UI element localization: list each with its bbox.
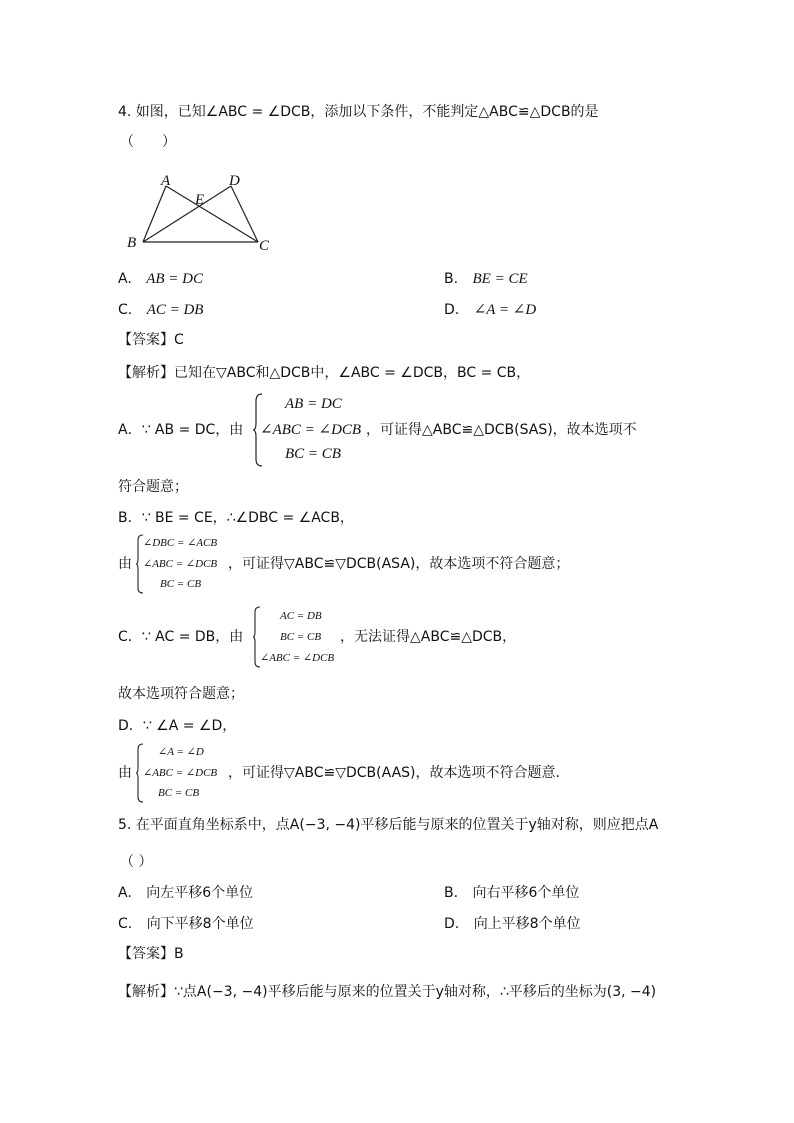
case-d-condition-2: ∠ABC = ∠DCB — [143, 767, 218, 779]
q4-option-a — [118, 270, 203, 288]
q5-answer: 【答案】B — [118, 946, 184, 962]
option-d-text: 向上平移8个单位 — [473, 916, 581, 932]
case-c-condition-3: ∠ABC = ∠DCB — [260, 652, 335, 664]
label-d: D — [229, 173, 240, 189]
case-a-condition-3: BC = CB — [285, 446, 341, 462]
case-b-prefix: 由 — [118, 556, 132, 572]
option-c-text: AC = DB — [146, 302, 204, 318]
case-c-continuation: 故本选项符合题意； — [118, 686, 244, 702]
segment-ab — [143, 186, 166, 242]
q4-option-c — [118, 301, 203, 319]
q4-stem: 4. 如图，已知∠ABC = ∠DCB，添加以下条件，不能判定△ABC≌△DCB的是 — [118, 104, 599, 120]
label-a: A — [161, 173, 171, 189]
q5-option-d — [444, 915, 581, 933]
q5-analysis: 【解析】∵点A(−3, −4)平移后能与原来的位置关于y轴对称，∴平移后的坐标为(3, −4) — [118, 984, 657, 1000]
q5-option-a — [118, 884, 253, 902]
case-b-condition-2: ∠ABC = ∠DCB — [143, 558, 218, 570]
case-c-condition-2: BC = CB — [280, 631, 322, 643]
option-d-text: ∠A = ∠D — [473, 302, 537, 318]
q5-stem: 5. 在平面直角坐标系中，点A(−3, −4)平移后能与原来的位置关于y轴对称，则应把点A — [118, 817, 659, 833]
case-a-condition-2: ∠ABC = ∠DCB — [260, 422, 362, 438]
option-a-text: AB = DC — [146, 271, 204, 287]
segment-bd — [143, 186, 231, 242]
option-a-label: A. — [118, 885, 132, 901]
option-b-label: B. — [444, 271, 459, 287]
case-d-condition-1: ∠A = ∠D — [158, 746, 204, 758]
case-b-condition-1: ∠DBC = ∠ACB — [143, 537, 218, 549]
option-b-text: BE = CE — [472, 271, 528, 287]
q4-analysis-intro: 【解析】已知在▽ABC和△DCB中，∠ABC = ∠DCB，BC = CB， — [118, 365, 531, 381]
case-a-result: ，可证得△ABC≌△DCB(SAS)，故本选项不 — [366, 422, 637, 438]
option-b-label: B. — [444, 885, 459, 901]
case-b-result: ，可证得▽ABC≌▽DCB(ASA)，故本选项不符合题意； — [228, 556, 570, 572]
q5-option-c — [118, 915, 254, 933]
option-c-label: C. — [118, 302, 133, 318]
option-d-label: D. — [444, 916, 460, 932]
option-c-label: C. — [118, 916, 133, 932]
label-b: B — [127, 235, 137, 251]
option-d-label: D. — [444, 302, 460, 318]
case-a-prefix: A．∵ AB = DC，由 — [118, 422, 244, 438]
case-d-condition-3: BC = CB — [158, 787, 200, 799]
label-e: E — [195, 192, 205, 208]
q4-option-b — [444, 270, 528, 288]
triangle-figure — [118, 165, 288, 260]
case-d-result: ，可证得▽ABC≌▽DCB(AAS)，故本选项不符合题意. — [228, 765, 560, 781]
case-c-result: ，无法证得△ABC≌△DCB， — [340, 629, 517, 645]
q4-option-d — [444, 301, 536, 319]
case-c-prefix: C．∵ AC = DB，由 — [118, 629, 244, 645]
case-d-line1: D．∵ ∠A = ∠D， — [118, 718, 237, 734]
q5-option-b — [444, 884, 579, 902]
option-a-label: A. — [118, 271, 132, 287]
option-a-text: 向左平移6个单位 — [146, 885, 254, 901]
option-c-text: 向下平移8个单位 — [146, 916, 254, 932]
case-b-condition-3: BC = CB — [160, 578, 202, 590]
option-b-text: 向右平移6个单位 — [472, 885, 580, 901]
case-d-prefix: 由 — [118, 765, 132, 781]
case-c-condition-1: AC = DB — [280, 610, 322, 622]
q4-answer: 【答案】C — [118, 332, 184, 348]
case-a-condition-1: AB = DC — [285, 396, 342, 412]
q4-answer-paren: （ ） — [120, 134, 176, 150]
case-a-continuation: 符合题意； — [118, 479, 188, 495]
case-b-line1: B．∵ BE = CE，∴∠DBC = ∠ACB， — [118, 510, 354, 526]
label-c: C — [259, 238, 270, 254]
q5-answer-paren: （ ） — [120, 854, 153, 870]
